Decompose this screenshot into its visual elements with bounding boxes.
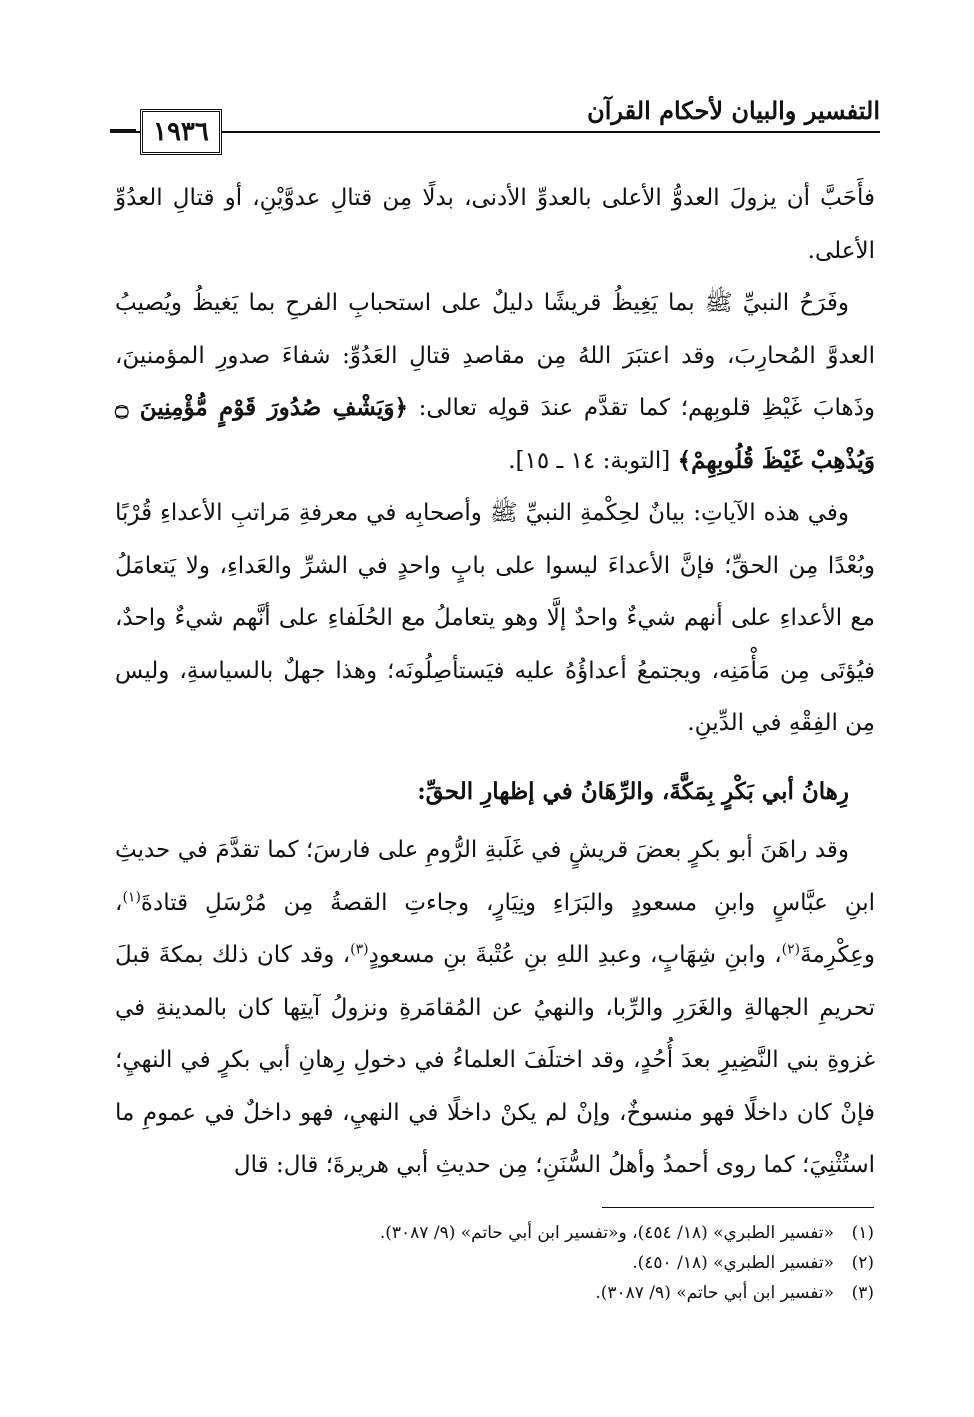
running-title: التفسير والبيان لأحكام القرآن — [587, 96, 880, 125]
page-header — [110, 96, 880, 156]
footnote-1 — [114, 1218, 874, 1248]
footnote-2 — [114, 1248, 874, 1278]
footnote-separator — [602, 1207, 874, 1208]
paragraph-4-text-a: وقد راهَنَ أبو بكرٍ بعضَ قريشٍ في غَلَبةِ الرُّومِ على فارسَ؛ كما تقدَّمَ في حديثِ ابنِ عبَّاسٍ وابنِ مسعودٍ والبَرَاءِ ونِيَارٍ، وجاءتِ القصةُ مِن مُرْسَلِ قتادةَ — [115, 837, 875, 916]
footnote-number: (٣) — [851, 1283, 874, 1303]
paragraph-3-text: وفي هذه الآياتِ: بيانٌ لحِكْمةِ النبيِّ ﷺ وأصحابِه في معرفةِ مَراتبِ الأعداءِ قُرْبًا وبُعْدًا مِن الحقِّ؛ فإنَّ الأعداءَ ليسوا على بابٍ واحدٍ في الشرِّ والعَداءِ، ولا يَتعامَلُ مع الأعداءِ على أنهم شيءٌ واحدٌ إلَّا وهو يتعاملُ مع الحُلَفاءِ على أنَّهم شيءٌ واحدٌ، فيُؤتَى مِن مَأْمَنِه، ويجتمعُ أعداؤُهُ عليه فيَستأصِلُونَه؛ وهذا جهلٌ بالسياسةِ، وليس مِن الفِقْهِ في الدِّينِ. — [115, 500, 875, 736]
paragraph-4-text-d: ، وقد كان ذلك بمكةَ قبلَ تحريمِ الجهالةِ والغَرَرِ والرِّبا، والنهيُ عن المُقامَرةِ ونزولُ آيتِها كان بالمدينةِ في غزوةِ بني النَّضِيرِ بعدَ أُحُدٍ، وقد اختلَفَ العلماءُ في دخولِ رِهانِ أبي بكرٍ في النهيِ؛ فإنْ كان داخلًا فهو منسوخٌ، وإنْ لم يكنْ داخلًا في النهيِ، فهو داخلٌ في عمومِ ما استُثْنِيَ؛ كما روى أحمدُ وأهلُ السُّنَنِ؛ مِن حديثِ أبي هريرةَ؛ قال: قال — [115, 942, 875, 1178]
quran-verse: ﴿وَيَشْفِ صُدُورَ قَوْمٍ مُّؤْمِنِينَ ۝ وَيُذْهِبْ غَيْظَ قُلُوبِهِمْ﴾ — [115, 394, 875, 474]
paragraph-4 — [115, 824, 875, 1192]
header-rule — [110, 131, 880, 133]
body-text — [115, 172, 875, 1192]
footnote-number: (٢) — [851, 1253, 874, 1273]
paragraph-3 — [115, 487, 875, 750]
paragraph-1-text: فأَحَبَّ أن يزولَ العدوُّ الأعلى بالعدوِّ الأدنى، بدلًا مِن قتالِ عدوَّيْنِ، أو قتالِ العدُوِّ الأعلى. — [115, 185, 875, 264]
paragraph-4-text-b: ، وعِكْرِمةَ — [115, 889, 875, 968]
section-heading: رِهانُ أبي بَكْرٍ بِمَكَّةَ، والرِّهَانُ في إظهارِ الحقِّ: — [417, 777, 849, 805]
footnote-text: «تفسير الطبري» (١٨/ ٤٥٤)، و«تفسير ابن أبي حاتم» (٩/ ٣٠٨٧). — [379, 1223, 834, 1243]
paragraph-4-text-c: ، وابنِ شِهَابٍ، وعبدِ اللهِ بنِ عُتْبةَ بنِ مسعودٍ — [368, 942, 782, 968]
paragraph-2 — [115, 277, 875, 487]
page-number: ١٩٣٦ — [140, 109, 222, 155]
footnote-number: (١) — [851, 1223, 874, 1243]
footnote-3 — [114, 1278, 874, 1308]
footnote-text: «تفسير ابن أبي حاتم» (٩/ ٣٠٨٧). — [595, 1283, 834, 1303]
footnote-text: «تفسير الطبري» (١٨/ ٤٥٠). — [632, 1253, 834, 1273]
footnotes — [114, 1218, 874, 1308]
paragraph-1 — [115, 172, 875, 277]
verse-reference: [التوبة: ١٤ ـ ١٥]. — [508, 447, 671, 474]
header-tick-rule — [110, 129, 136, 131]
footnote-ref-3[interactable]: (٣) — [350, 941, 369, 958]
paragraph-2-text: وفَرَحُ النبيِّ ﷺ بما يَغِيظُ قريشًا دليلٌ على استحبابِ الفرحِ بما يَغيظُ ويُصيبُ العدوَّ المُحارِبَ، وقد اعتبَرَ اللهُ مِن مقاصدِ قتالِ العَدُوِّ: شفاءَ صدورِ المؤمنينَ، وذَهابَ غَيْظِ قلوبِهم؛ كما تقدَّم عندَ قولِه تعالى: — [115, 290, 876, 421]
footnote-ref-2[interactable]: (٢) — [781, 941, 801, 958]
footnote-ref-1[interactable]: (١) — [122, 888, 141, 905]
